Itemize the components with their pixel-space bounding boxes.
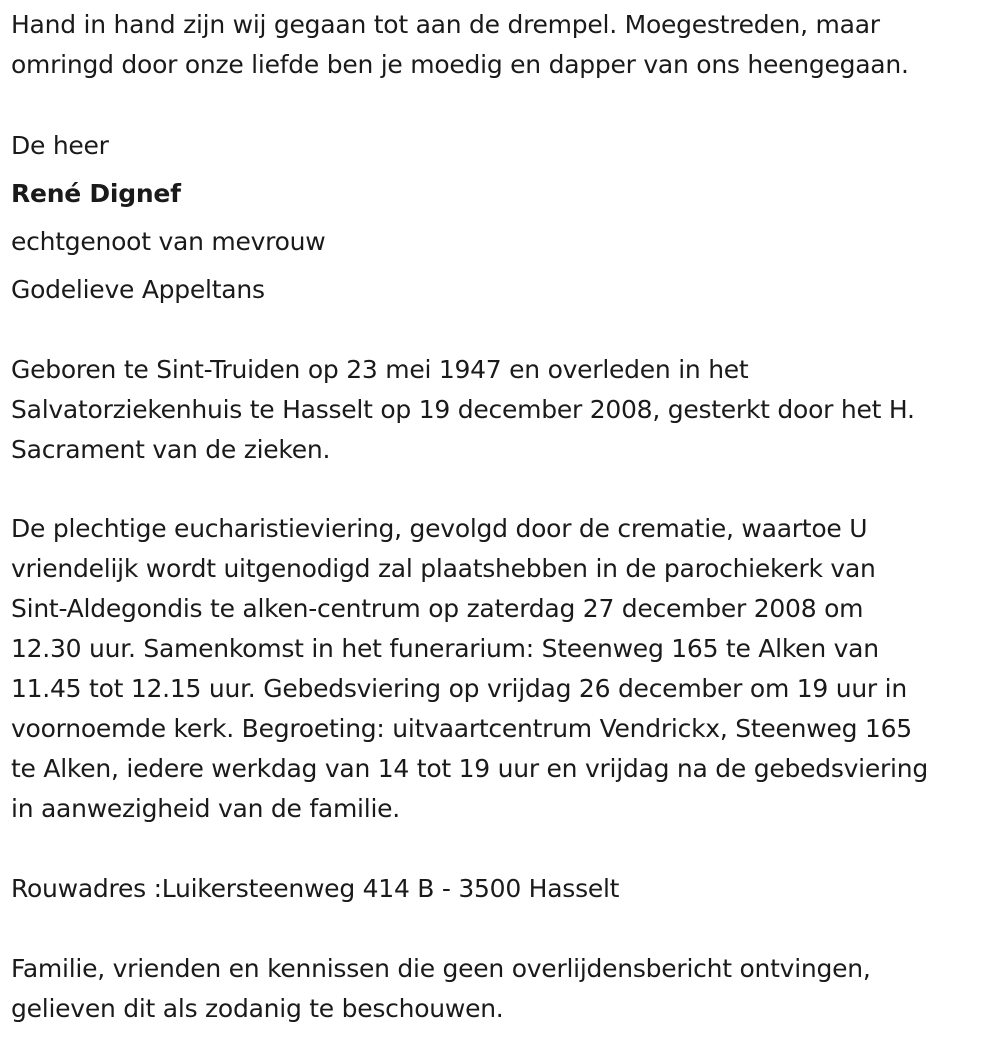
text-line: vriendelijk wordt uitgenodigd zal plaatshebben in de parochiekerk van <box>11 554 876 583</box>
text-line: 12.30 uur. Samenkomst in het funerarium: Steenweg 165 te Alken van <box>11 634 879 663</box>
birth-paragraph <box>11 350 915 470</box>
text-line: Hand in hand zijn wij gegaan tot aan de drempel. Moegestreden, maar <box>11 10 880 39</box>
text-line: 11.45 tot 12.15 uur. Gebedsviering op vrijdag 26 december om 19 uur in <box>11 674 907 703</box>
text-line: Geboren te Sint-Truiden op 23 mei 1947 en overleden in het <box>11 355 749 384</box>
text-line: De plechtige eucharistieviering, gevolgd door de crematie, waartoe U <box>11 514 868 543</box>
name-block <box>11 122 325 314</box>
text-line: voornoemde kerk. Begroeting: uitvaartcentrum Vendrickx, Steenweg 165 <box>11 714 912 743</box>
closing-paragraph <box>11 949 871 1029</box>
text-line: Sint-Aldegondis te alken-centrum op zaterdag 27 december 2008 om <box>11 594 864 623</box>
address-paragraph <box>11 869 619 909</box>
deceased-name: René Dignef <box>11 179 181 208</box>
text-line: omringd door onze liefde ben je moedig en dapper van ons heengegaan. <box>11 50 909 79</box>
relation-text: echtgenoot van mevrouw <box>11 227 326 256</box>
text-line: gelieven dit als zodanig te beschouwen. <box>11 994 504 1023</box>
text-line: Salvatorziekenhuis te Hasselt op 19 december 2008, gesterkt door het H. <box>11 395 915 424</box>
text-line: te Alken, iedere werkdag van 14 tot 19 uur en vrijdag na de gebedsviering <box>11 754 928 783</box>
ceremony-paragraph <box>11 509 928 829</box>
spouse-name: Godelieve Appeltans <box>11 275 265 304</box>
text-line: in aanwezigheid van de familie. <box>11 794 400 823</box>
mourning-address: Rouwadres :Luikersteenweg 414 B - 3500 Hasselt <box>11 874 620 903</box>
salutation: De heer <box>11 131 109 160</box>
text-line: Sacrament van de zieken. <box>11 435 331 464</box>
text-line: Familie, vrienden en kennissen die geen overlijdensbericht ontvingen, <box>11 954 871 983</box>
intro-paragraph <box>11 5 909 85</box>
